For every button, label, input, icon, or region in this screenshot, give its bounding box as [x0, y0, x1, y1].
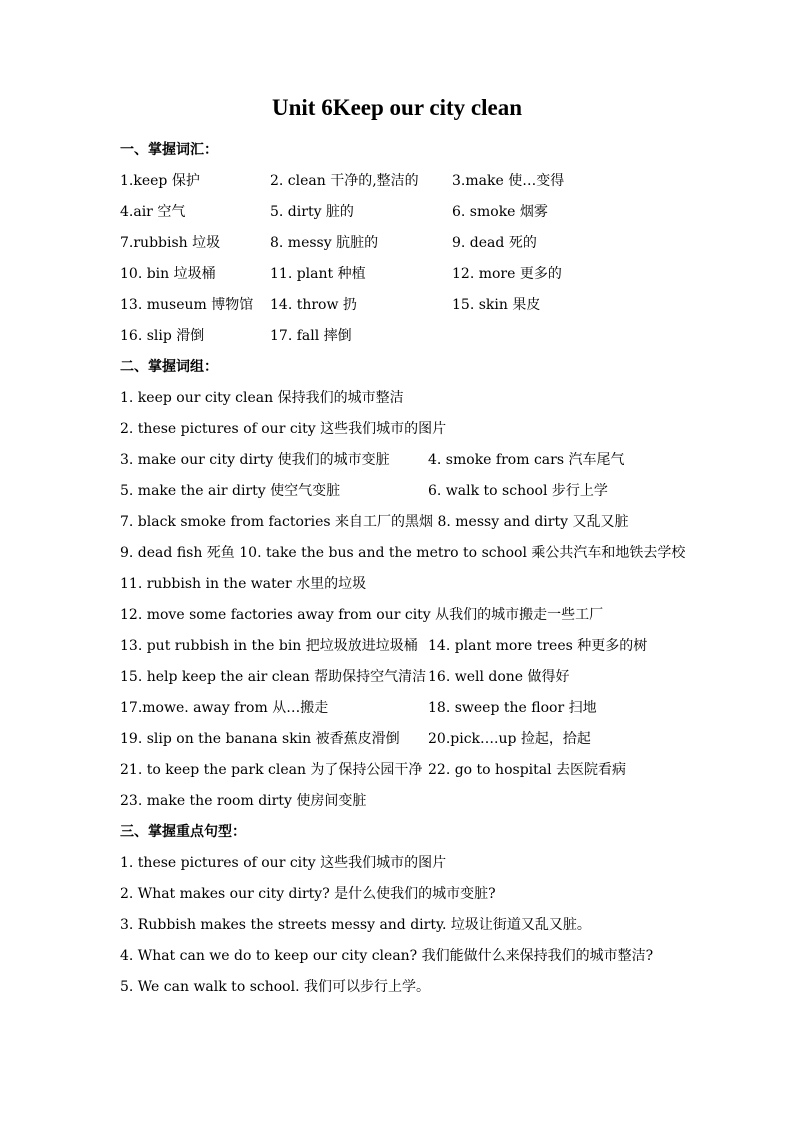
- phrase-row: [120, 571, 720, 602]
- phrase-row: [120, 633, 720, 664]
- phrase-row: [120, 726, 720, 757]
- vocab-item: 8. messy 肮脏的: [270, 235, 379, 251]
- section-phrases-heading: 二、掌握词组：: [120, 359, 218, 375]
- phrase-row: [120, 664, 720, 695]
- vocabulary-list: [120, 168, 720, 354]
- phrase-item: 1. keep our city clean 保持我们的城市整洁: [120, 390, 404, 406]
- phrase-item: 21. to keep the park clean 为了保持公园干净: [120, 762, 423, 778]
- phrase-row: [120, 416, 720, 447]
- vocab-row: [120, 261, 720, 292]
- phrase-row: [120, 757, 720, 788]
- phrase-item: 9. dead fish 死鱼 10. take the bus and the metro to school 乘公共汽车和地铁去学校: [120, 545, 686, 561]
- phrase-item: 18. sweep the floor 扫地: [428, 700, 597, 716]
- sentence-line: 5. We can walk to school. 我们可以步行上学。: [120, 979, 430, 995]
- vocab-item: 11. plant 种植: [270, 266, 366, 282]
- phrase-row: [120, 695, 720, 726]
- page-title: Unit 6Keep our city clean: [272, 95, 522, 120]
- vocab-row: [120, 199, 720, 230]
- sentence-line: 3. Rubbish makes the streets messy and dirty. 垃圾让街道又乱又脏。: [120, 917, 591, 933]
- phrase-row: [120, 478, 720, 509]
- sentence-line: 4. What can we do to keep our city clean? 我们能做什么来保持我们的城市整洁?: [120, 948, 654, 964]
- vocab-item: 10. bin 垃圾桶: [120, 266, 216, 282]
- phrase-row: [120, 447, 720, 478]
- vocab-row: [120, 323, 720, 354]
- sentences-list: [120, 850, 720, 1005]
- phrase-row: [120, 602, 720, 633]
- document-body: [120, 137, 720, 1005]
- phrase-item: 7. black smoke from factories 来自工厂的黑烟 8. messy and dirty 又乱又脏: [120, 514, 629, 530]
- vocab-item: 9. dead 死的: [452, 235, 537, 251]
- phrase-item: 14. plant more trees 种更多的树: [428, 638, 648, 654]
- vocab-item: 16. slip 滑倒: [120, 328, 205, 344]
- phrase-row: [120, 385, 720, 416]
- phrase-item: 15. help keep the air clean 帮助保持空气清洁: [120, 669, 427, 685]
- vocab-item: 4.air 空气: [120, 204, 186, 220]
- vocab-item: 2. clean 干净的,整洁的: [270, 173, 419, 189]
- phrase-item: 12. move some factories away from our city 从我们的城市搬走一些工厂: [120, 607, 604, 623]
- vocab-item: 6. smoke 烟雾: [452, 204, 548, 220]
- phrase-item: 2. these pictures of our city 这些我们城市的图片: [120, 421, 447, 437]
- phrase-row: [120, 509, 720, 540]
- phrase-item: 22. go to hospital 去医院看病: [428, 762, 627, 778]
- vocab-item: 12. more 更多的: [452, 266, 562, 282]
- phrases-list: [120, 385, 720, 819]
- vocab-row: [120, 292, 720, 323]
- vocab-item: 14. throw 扔: [270, 297, 357, 313]
- phrase-item: 6. walk to school 步行上学: [428, 483, 608, 499]
- phrase-item: 17.mowe. away from 从…搬走: [120, 700, 329, 716]
- vocab-row: [120, 230, 720, 261]
- section-sentences-heading: 三、掌握重点句型：: [120, 824, 246, 840]
- phrase-item: 13. put rubbish in the bin 把垃圾放进垃圾桶: [120, 638, 418, 654]
- vocab-item: 7.rubbish 垃圾: [120, 235, 221, 251]
- phrase-item: 16. well done 做得好: [428, 669, 570, 685]
- phrase-item: 5. make the air dirty 使空气变脏: [120, 483, 341, 499]
- phrase-item: 3. make our city dirty 使我们的城市变脏: [120, 452, 390, 468]
- vocab-item: 3.make 使…变得: [452, 173, 565, 189]
- vocab-item: 1.keep 保护: [120, 173, 200, 189]
- phrase-item: 11. rubbish in the water 水里的垃圾: [120, 576, 367, 592]
- phrase-item: 19. slip on the banana skin 被香蕉皮滑倒: [120, 731, 400, 747]
- sentence-line: 1. these pictures of our city 这些我们城市的图片: [120, 855, 447, 871]
- phrase-row: [120, 788, 720, 819]
- vocab-item: 5. dirty 脏的: [270, 204, 354, 220]
- phrase-item: 20.pick….up 捡起，拾起: [428, 731, 591, 747]
- vocab-item: 17. fall 摔倒: [270, 328, 352, 344]
- phrase-row: [120, 540, 720, 571]
- phrase-item: 23. make the room dirty 使房间变脏: [120, 793, 367, 809]
- vocab-item: 13. museum 博物馆: [120, 297, 254, 313]
- vocab-row: [120, 168, 720, 199]
- phrase-item: 4. smoke from cars 汽车尾气: [428, 452, 625, 468]
- sentence-line: 2. What makes our city dirty? 是什么使我们的城市变脏?: [120, 886, 496, 902]
- section-vocabulary-heading: 一、掌握词汇：: [120, 142, 218, 158]
- vocab-item: 15. skin 果皮: [452, 297, 541, 313]
